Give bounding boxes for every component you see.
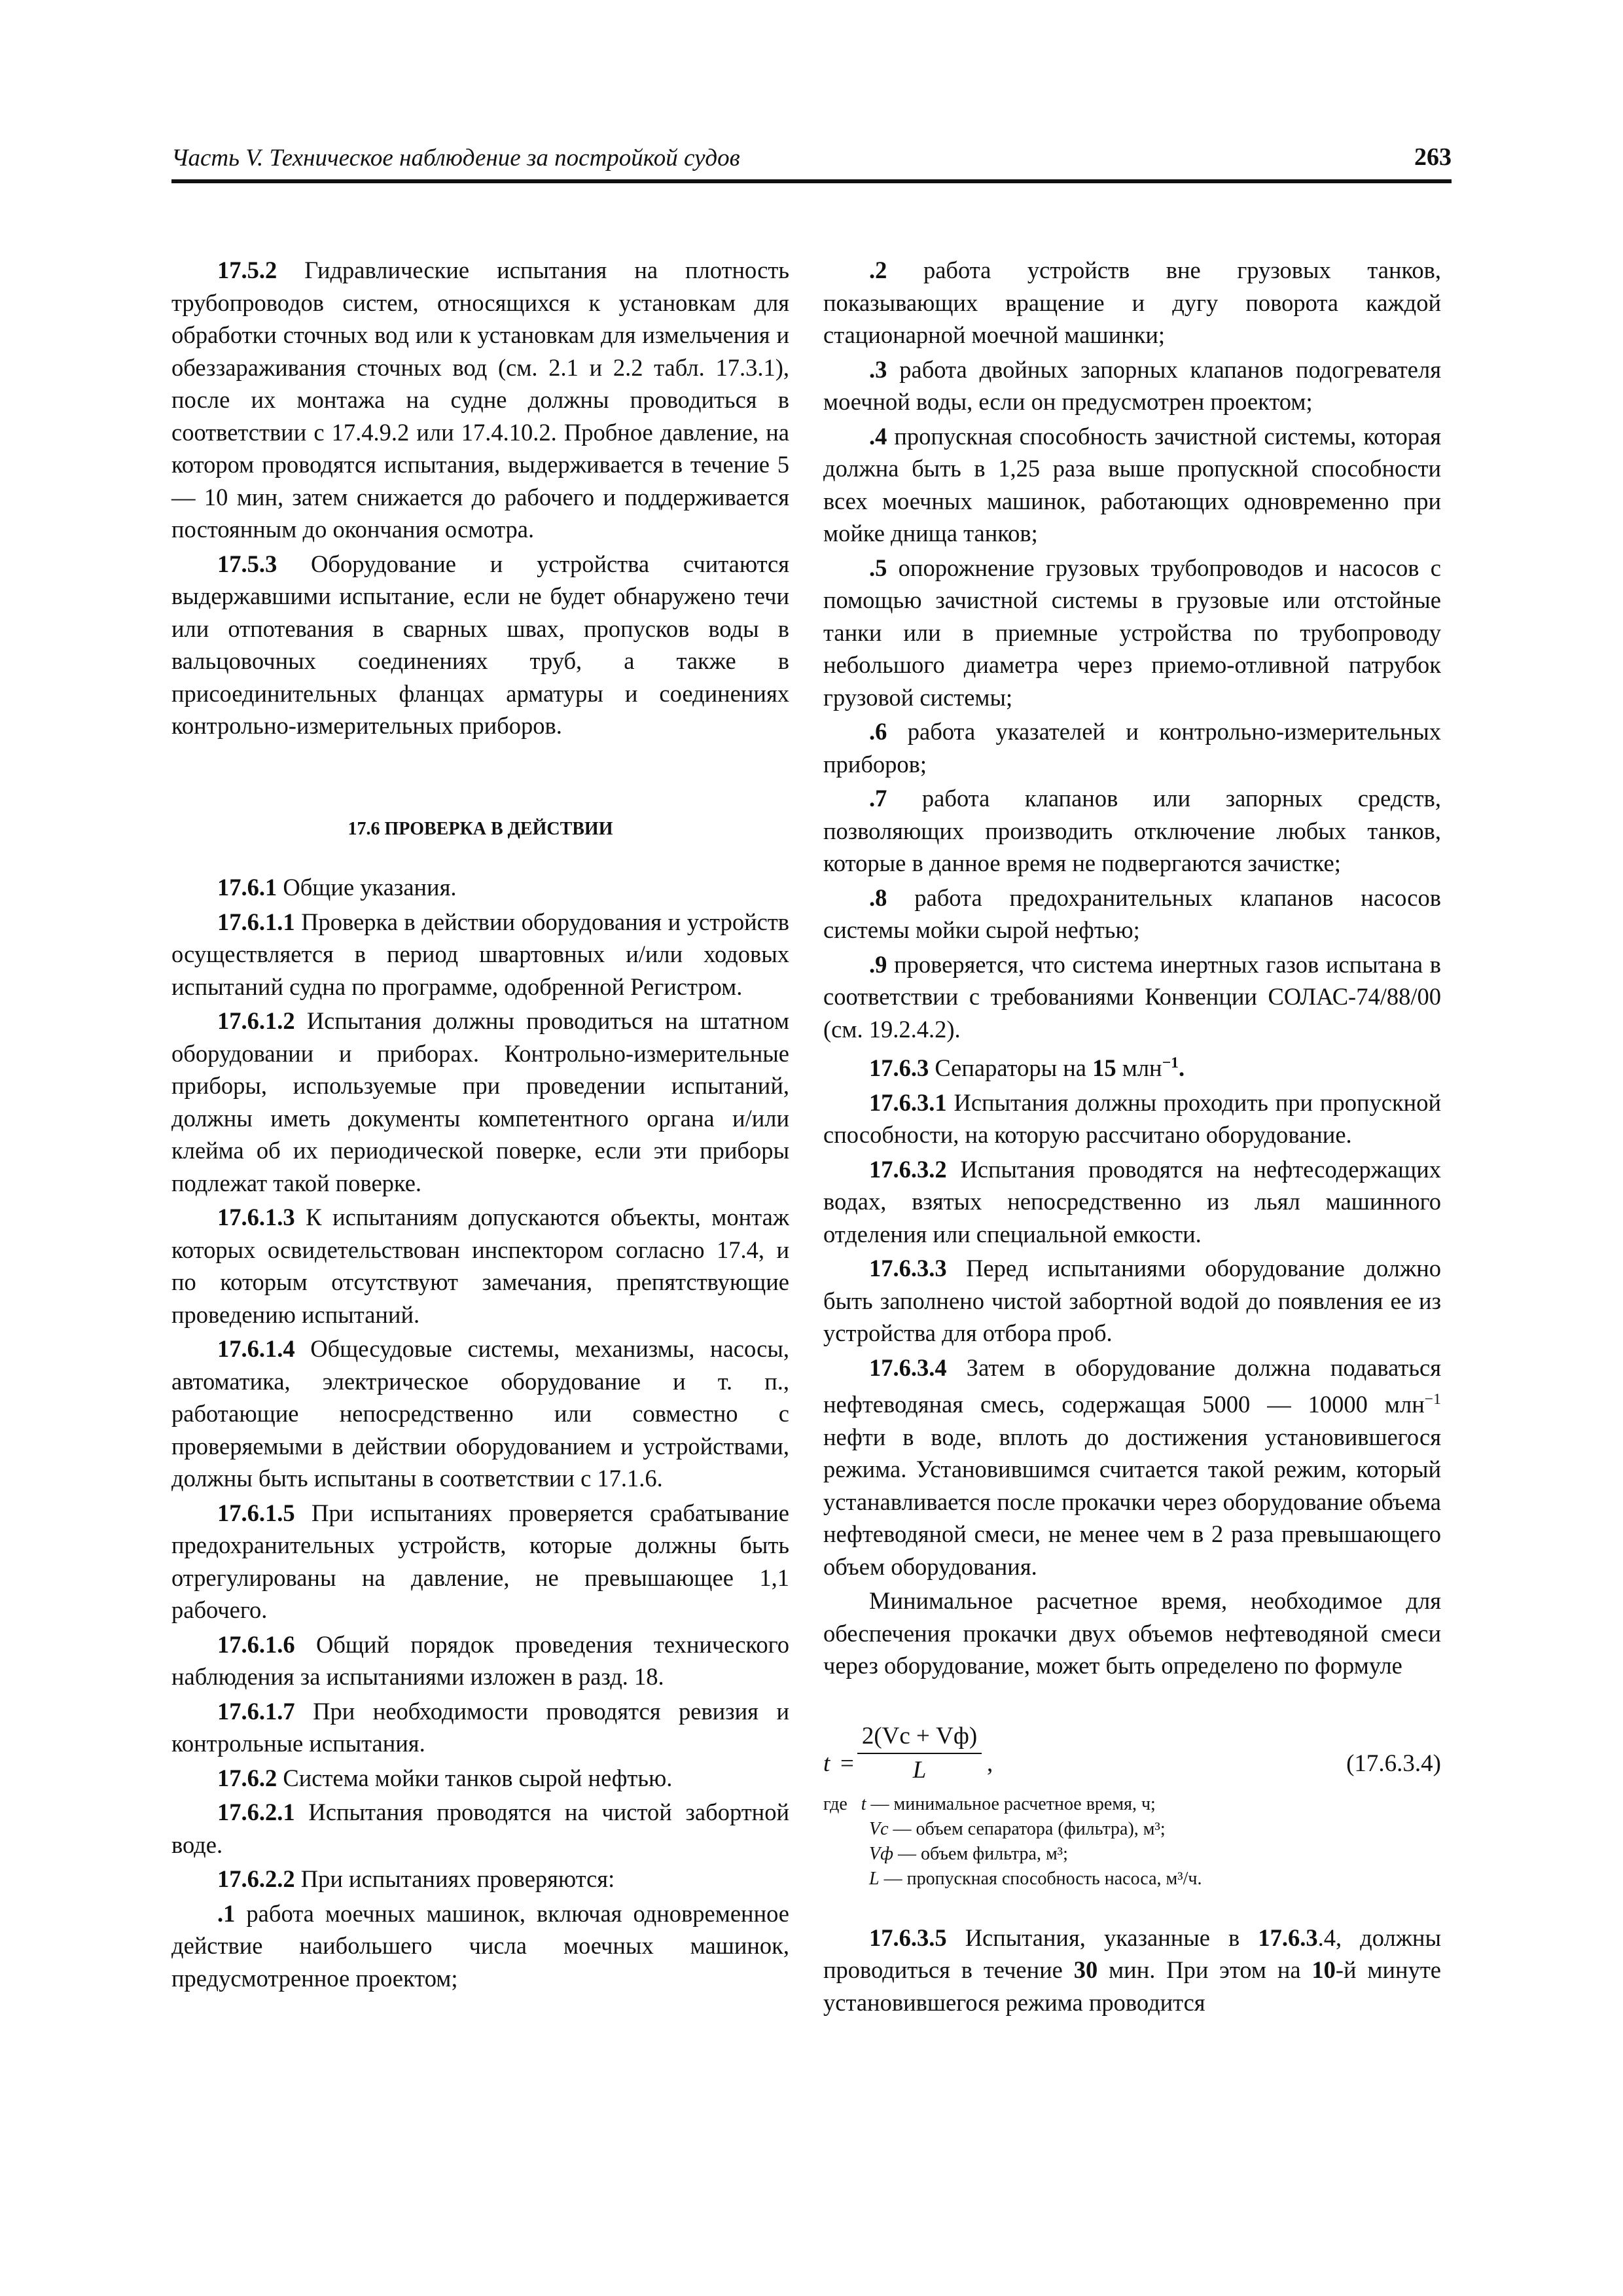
page-number: 263 [1414,143,1452,171]
paragraph-17-6-1-7 [171,1695,789,1760]
paragraph-text: .4, должны проводиться в течение [823,1924,1441,1984]
list-item-8 [823,882,1441,946]
paragraph-17-6-1-5 [171,1497,789,1626]
legend-symbol: Vф [869,1843,893,1864]
legend-desc: — объем сепаратора (фильтра), м³; [888,1818,1166,1839]
item-text: работа устройств вне грузовых танков, показывающих вращение и дугу поворота каждой стационарной моечной машинки; [823,257,1441,348]
clause-number: 17.6.3.5 [869,1924,947,1951]
formula-lhs: t [823,1749,830,1777]
paragraph-17-6-3-5 [823,1922,1441,2019]
item-number: .7 [869,785,887,812]
item-text: работа двойных запорных клапанов подогревателя моечной воды, если он предусмотрен проектом; [823,355,1441,415]
clause-reference: 17.6.3 [1258,1924,1318,1951]
item-text: пропускная способность зачистной системы, которая должна быть в 1,25 раза выше пропускной способности всех моечных машинок, работающих одновременно при мойке днища танков; [823,422,1441,547]
item-number: .8 [869,884,887,911]
paragraph-17-6-3 [823,1047,1441,1085]
period: . [1178,1054,1185,1082]
unit-exponent: −1 [1424,1391,1441,1408]
paragraph-17-6-3-1 [823,1086,1441,1151]
clause-number: 17.6.3.4 [869,1354,947,1381]
formula-number: (17.6.3.4) [1346,1749,1441,1777]
right-column [823,254,1441,2020]
bold-value: 15 [1092,1054,1116,1082]
list-item-5 [823,552,1441,714]
legend-symbol: t [861,1793,866,1814]
paragraph-text: К испытаниям допускаются объекты, монтаж которых освидетельствован инспектором согласно 17.4, и по которым отсутствуют замечания, препятствующие проведению испытаний. [171,1204,789,1328]
legend-row-l [823,1867,1441,1892]
running-title: Часть V. Техническое наблюдение за постройкой судов [171,145,740,171]
paragraph-17-6-2-2 [171,1863,789,1895]
legend-row-vf [823,1842,1441,1867]
item-number: .1 [217,1899,236,1927]
clause-number: 17.6.3 [869,1054,929,1082]
list-item-9 [823,948,1441,1046]
clause-number: 17.6.2 [217,1764,277,1791]
paragraph-17-5-3 [171,548,789,742]
paragraph-text: Общесудовые системы, механизмы, насосы, автоматика, электрическое оборудование и т. п., работающие непосредственно или совместно с проверяемыми в действии оборудованием и устройствами, должны быть испытаны в соответствии с 17.1.6. [171,1335,789,1492]
clause-number: 17.6.1.2 [217,1007,295,1034]
paragraph-text: Общий порядок проведения технического наблюдения за испытаниями изложен в разд. 18. [171,1630,789,1690]
page-header [171,140,1452,183]
clause-number: 17.6.3.1 [869,1088,947,1116]
item-number: .2 [869,257,887,283]
paragraph-17-6-3-3 [823,1252,1441,1350]
formula-equals: = [840,1749,854,1777]
clause-number: 17.6.3.2 [869,1155,947,1183]
clause-number: 17.6.1.4 [217,1335,295,1362]
clause-number: 17.6.1.7 [217,1697,295,1725]
paragraph-text: Гидравлические испытания на плотность трубопроводов систем, относящихся к установкам для обработки сточных вод или к установкам для измельчения и обеззараживания сточных вод (см. 2.1 и 2.2 табл. 17.3.1), после их монтажа на судне должны проводиться в соответствии с 17.4.9.2 или 17.4.10.2. Пробное давление, на котором проводятся испытания, выдерживается в течение 5 — 10 мин, затем снижается до рабочего и поддерживается постоянным до окончания осмотра. [171,257,789,543]
paragraph-17-6-3-2 [823,1153,1441,1251]
legend-symbol: L [869,1868,880,1889]
list-item-3 [823,353,1441,418]
paragraph-text: При испытаниях проверяются: [294,1865,615,1892]
paragraph-17-6-1-2 [171,1005,789,1199]
bold-value: 30 [1073,1956,1098,1984]
paragraph-17-6-2-1 [171,1796,789,1861]
clause-number: 17.6.2.1 [217,1799,295,1825]
list-item-1 [171,1897,789,1995]
clause-number: 17.6.2.2 [217,1865,295,1892]
paragraph-text: Сепараторы на [929,1054,1093,1082]
paragraph-text: Испытания должны проходить при пропускной способности, на которую рассчитано оборудование. [823,1088,1441,1149]
item-text: работа предохранительных клапанов насосов системы мойки сырой нефтью; [823,884,1441,943]
unit-exponent: −1 [1162,1054,1179,1071]
legend-row-vc [823,1817,1441,1842]
clause-number: 17.6.1.6 [217,1630,295,1658]
list-item-7 [823,782,1441,880]
paragraph-text: мин. При этом на [1097,1956,1312,1984]
item-text: работа клапанов или запорных средств, позволяющих производить отключение любых танков, которые в данное время не подвергаются зачистке; [823,785,1441,876]
list-item-4 [823,420,1441,550]
clause-number: 17.6.1.5 [217,1499,295,1526]
item-number: .9 [869,950,887,978]
paragraph-17-6-1-4 [171,1333,789,1495]
formula-fraction [857,1721,982,1785]
paragraph-text: При необходимости проводятся ревизия и контрольные испытания. [171,1697,789,1757]
item-text: опорожнение грузовых трубопроводов и насосов с помощью зачистной системы в грузовые или отстойные танки или в приемные устройства по трубопроводу небольшого диаметра через приемо-отливной патрубок грузовой системы; [823,554,1441,711]
clause-number: 17.6.1.1 [217,908,295,935]
formula-17-6-3-4 [823,1721,1441,1785]
clause-number: 17.6.1.3 [217,1204,295,1230]
item-text: работа моечных машинок, включая одновременное действие наибольшего числа моечных машинок, предусмотренное проектом; [171,1899,789,1992]
paragraph-formula-intro: Минимальное расчетное время, необходимое для обеспечения прокачки двух объемов нефтеводяной смеси через оборудование, может быть определено по формуле [823,1587,1441,1679]
formula-numerator: 2(Vс + Vф) [861,1722,978,1749]
paragraph-text: Испытания, указанные в [946,1924,1258,1951]
legend-desc: — объем фильтра, м³; [893,1843,1068,1864]
paragraph-17-6-1-3 [171,1201,789,1331]
item-number: .3 [869,355,887,383]
item-text: проверяется, что система инертных газов испытана в соответствии с требованиями Конвенции СОЛАС-74/88/00 (см. 19.2.4.2). [823,950,1441,1043]
list-item-6 [823,715,1441,780]
paragraph-text: Система мойки танков сырой нефтью. [277,1764,673,1791]
paragraph-17-6-1 [171,871,789,904]
paragraph-text: Оборудование и устройства считаются выдержавшими испытание, если не будет обнаружено течи или отпотевания в сварных швах, пропусков воды в вальцовочных соединениях труб, а также в присоединительных фланцах арматуры и соединениях контрольно-измерительных приборов. [171,550,789,739]
paragraph-text: Затем в оборудование должна подаваться нефтеводяная смесь, содержащая 5000 — 10000 млн [823,1354,1441,1418]
section-heading: 17.6 ПРОВЕРКА В ДЕЙСТВИИ [348,818,613,839]
paragraph-text-continued: нефти в воде, вплоть до достижения установившегося режима. Установившимся считается такой режим, который устанавливается после прокачки через оборудование объема нефтеводяной смеси, не менее чем в 2 раза превышающего объем оборудования. [823,1423,1441,1580]
paragraph-17-5-2 [171,254,789,546]
paragraph-17-6-2 [171,1762,789,1795]
legend-where: где [823,1793,847,1814]
paragraph-17-6-3-4 [823,1352,1441,1583]
legend-desc: — пропускная способность насоса, м³/ч. [879,1868,1202,1889]
left-column [171,254,789,1996]
clause-number: 17.6.3.3 [869,1255,947,1282]
paragraph-text: Перед испытаниями оборудование должно быть заполнено чистой забортной водой до появления ее из устройства для отбора проб. [823,1255,1441,1347]
paragraph-text: Испытания проводятся на чистой забортной воде. [171,1799,789,1858]
paragraph-17-6-1-1 [171,906,789,1003]
list-item-2 [823,254,1441,351]
formula-comma: , [987,1749,993,1777]
paragraph-text: Испытания проводятся на нефтесодержащих водах, взятых непосредственно из льял машинного отделения или специальной емкости. [823,1155,1441,1247]
item-number: .6 [869,718,887,745]
legend-desc: — минимальное расчетное время, ч; [866,1793,1156,1814]
paragraph-17-6-1-6 [171,1628,789,1693]
legend-symbol: Vс [869,1818,889,1839]
legend-row-t [823,1792,1441,1817]
item-number: .4 [869,422,887,450]
formula-denominator: L [912,1756,927,1784]
paragraph-text: При испытаниях проверяется срабатывание предохранительных устройств, которые должны быть отрегулированы на давление, не превышающее 1,1 рабочего. [171,1499,789,1623]
clause-number: 17.6.1 [217,874,277,901]
clause-number: 17.5.3 [217,550,277,577]
clause-number: 17.5.2 [217,257,277,283]
paragraph-text: Общие указания. [277,874,457,901]
paragraph-text: Испытания должны проводиться на штатном оборудовании и приборах. Контрольно-измерительные приборы, используемые при проведении испытаний, должны иметь документы компетентного органа и/или клейма об их периодической поверке, если эти приборы подлежат такой поверке. [171,1007,789,1196]
unit-text: млн [1116,1054,1162,1082]
paragraph-text: Проверка в действии оборудования и устройств осуществляется в период швартовных и/или ходовых испытаний судна по программе, одобренной Регистром. [171,908,789,1000]
item-number: .5 [869,554,887,581]
fraction-bar [857,1753,982,1754]
formula-legend [823,1792,1441,1892]
item-text: работа указателей и контрольно-измерительных приборов; [823,718,1441,778]
bold-value: 10 [1311,1956,1336,1984]
paragraph-text: -й минуте установившегося режима проводится [823,1956,1441,2016]
